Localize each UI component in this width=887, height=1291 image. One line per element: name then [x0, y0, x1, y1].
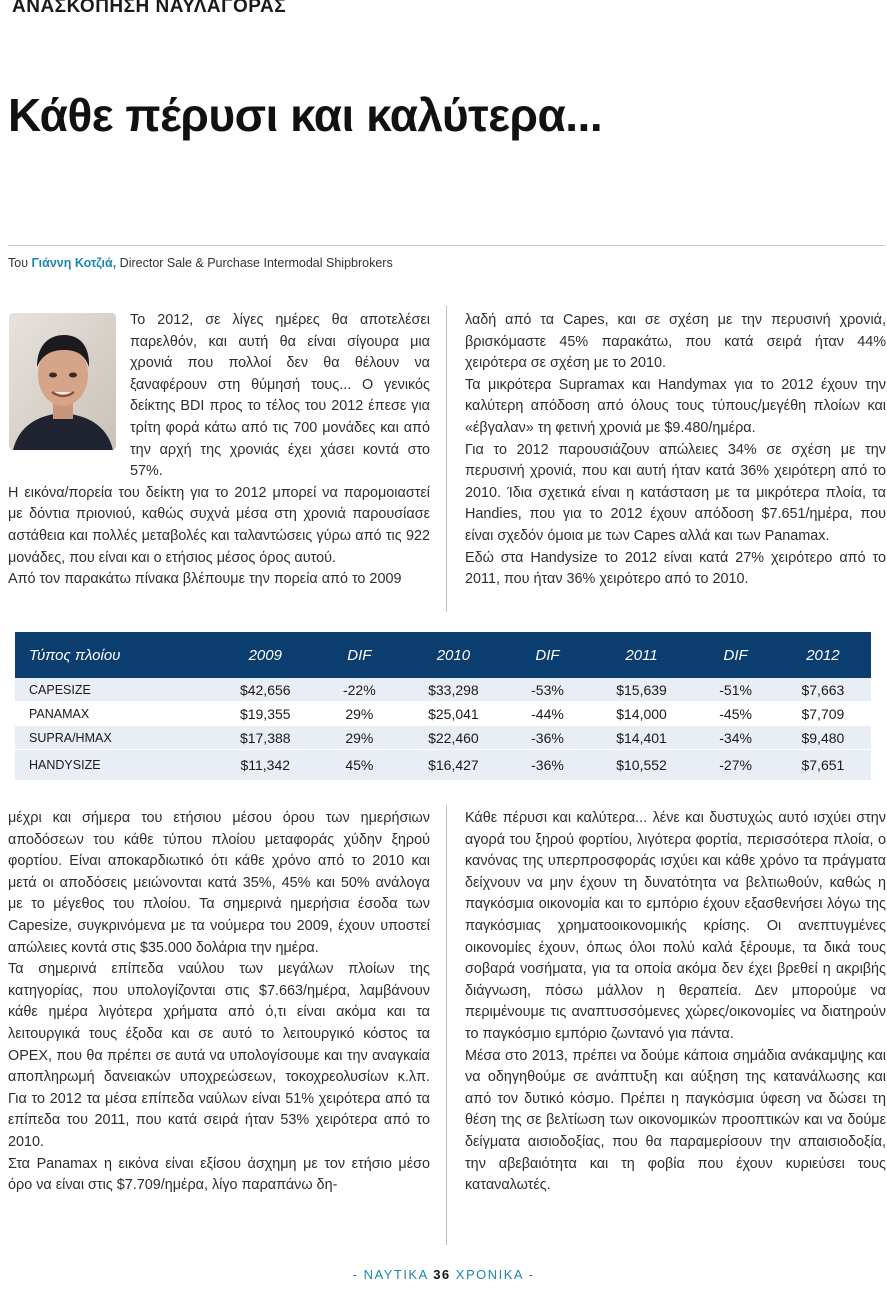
table-cell: $7,651: [775, 750, 871, 781]
table-cell: -53%: [508, 678, 586, 702]
table-cell: $17,388: [210, 726, 320, 750]
paragraph: μέχρι και σήμερα του ετήσιου μέσου όρου των ημερήσιων αποδόσεων του κάθε τύπου πλοίου μεταφοράς χύδην ξηρού φορτίου. Είναι αποκαρδιωτικό ότι κάθε χρόνο από το 2010 και μετά οι αποδόσεις μειώνονται κατά 35%, 45% και 50% ανάλογα με το μέγεθος του πλοίου. Τα σημερινά ημερήσια έσοδα των Capesize, συγκρινόμενα με τα νούμερα του 2009, έχουν υποστεί απώλειες κοντά στις $35.000 δολάρια την ημέρα.: [8, 810, 430, 956]
footer-magazine-right: ΧΡΟΝΙΚΑ -: [455, 1267, 535, 1282]
table-row: [15, 726, 871, 750]
table-cell: -45%: [696, 702, 774, 726]
table-header-cell: 2011: [587, 632, 697, 678]
article-column-bottom-left: [8, 808, 430, 1197]
table-cell: $16,427: [399, 750, 509, 781]
table-cell: $9,480: [775, 726, 871, 750]
table-cell: $10,552: [587, 750, 697, 781]
article-column-top-left: [8, 310, 430, 591]
table-cell: $15,639: [587, 678, 697, 702]
paragraph: Εδώ στα Handysize το 2012 είναι κατά 27% χειρότερο από το 2011, που ήταν 36% χειρότερο από το 2010.: [465, 549, 886, 588]
paragraph: Τα μικρότερα Supramax και Handymax για το 2012 έχουν την καλύτερη απόδοση από όλους τους τύπους/μεγέθη πλοίων και «έβγαλαν» τη φετινή χρονιά με $9.480/ημέρα.: [465, 376, 886, 436]
byline: [8, 256, 393, 270]
paragraph: Η εικόνα/πορεία του δείκτη για το 2012 μπορεί να παρομοιαστεί με δόντια πριονιού, καθώς συχνά μέσα στη χρονιά παρουσίασε αστάθεια και πολλές μεταβολές και ταλαντώσεις γύρω από τις 922 μονάδες, που είναι και ο ετήσιος μέσος όρος αυτού.: [8, 484, 430, 566]
table-cell: $42,656: [210, 678, 320, 702]
table-header-cell: 2009: [210, 632, 320, 678]
table-cell: $19,355: [210, 702, 320, 726]
table-cell: -51%: [696, 678, 774, 702]
paragraph: λαδή από τα Capes, και σε σχέση με την περυσινή χρονιά, βρισκόμαστε 45% παρακάτω, που κατά σειρά ήταν 44% χειρότερα σε σχέση με το 2010.: [465, 312, 886, 372]
column-divider: [446, 805, 447, 1245]
table-cell: -22%: [320, 678, 398, 702]
table-cell: $33,298: [399, 678, 509, 702]
table-header-cell: 2010: [399, 632, 509, 678]
page-number: 36: [433, 1267, 451, 1282]
footer-magazine-left: - ΝΑΥΤΙΚΑ: [352, 1267, 429, 1282]
table-header-cell: DIF: [320, 632, 398, 678]
paragraph: Το 2012, σε λίγες ημέρες θα αποτελέσει παρελθόν, και αυτή θα είναι σίγουρα μια χρονιά που πολλοί δεν θα θέλουν να ξαναφέρουν στη θύμησή τους... Ο γενικός δείκτης BDI προς το τέλος του 2012 έπεσε για τρίτη φορά κάτω από τις 700 μονάδες και από την αρχή της χρονιάς έχει χάσει κοντά στο 57%.: [130, 312, 430, 480]
table-cell: SUPRA/HMAX: [15, 726, 210, 750]
author-name: Γιάννη Κοτζιά,: [31, 256, 117, 270]
table-cell: $25,041: [399, 702, 509, 726]
table-cell: $11,342: [210, 750, 320, 781]
table-cell: HANDYSIZE: [15, 750, 210, 781]
headline: Κάθε πέρυσι και καλύτερα...: [8, 89, 603, 141]
author-role: Director Sale & Purchase Intermodal Shipbrokers: [119, 256, 393, 270]
table-header-cell: DIF: [696, 632, 774, 678]
table-header-cell: DIF: [508, 632, 586, 678]
table-cell: -44%: [508, 702, 586, 726]
paragraph: Για το 2012 παρουσιάζουν απώλειες 34% σε σχέση με την περυσινή χρονιά, που και αυτή ήταν κατά 36% χειρότερη από το 2010. Ίδια σχετικά είναι η κατάσταση με τα μικρότερα πλοία, τα Handies, που για το 2012 έχουν απόδοση $7.651/ημέρα, που είναι σχεδόν όμοια με των Capes αλλά και των Panamax.: [465, 441, 886, 544]
table-row: [15, 678, 871, 702]
byline-prefix: Του: [8, 256, 29, 270]
table-cell: -27%: [696, 750, 774, 781]
table-cell: CAPESIZE: [15, 678, 210, 702]
column-divider: [446, 306, 447, 612]
table-header-cell: 2012: [775, 632, 871, 678]
table-cell: $7,709: [775, 702, 871, 726]
article-column-top-right: [465, 310, 886, 591]
paragraph: Από τον παρακάτω πίνακα βλέπουμε την πορεία από το 2009: [8, 571, 402, 588]
table-cell: -36%: [508, 750, 586, 781]
table-cell: $22,460: [399, 726, 509, 750]
table-row: [15, 702, 871, 726]
section-label: ΑΝΑΣΚΟΠΗΣΗ ΝΑΥΛΑΓΟΡΑΣ: [12, 0, 287, 17]
table-cell: $14,401: [587, 726, 697, 750]
table-row: [15, 750, 871, 781]
rates-table: [15, 632, 871, 781]
paragraph: Στα Panamax η εικόνα είναι εξίσου άσχημη με τον ετήσιο μέσο όρο να είναι στις $7.709/ημέρα, λίγο παραπάνω δη-: [8, 1155, 430, 1194]
page-footer: [0, 1267, 887, 1282]
table-cell: $7,663: [775, 678, 871, 702]
table-cell: $14,000: [587, 702, 697, 726]
paragraph: Μέσα στο 2013, πρέπει να δούμε κάποια σημάδια ανάκαμψης και να οδηγηθούμε σε ανάπτυξη και αύξηση της κατανάλωσης και από τον δυτικό κόσμο. Πρέπει η παγκόσμια ύφεση να δώσει τη θέση της σε βελτίωση των οικονομικών προοπτικών και να δούμε δείγματα αισιοδοξίας, που θα παραμερίσουν την απαισιοδοξία, την αβεβαιότητα και τη φοβία που έχουν κυριεύσει τους καταναλωτές.: [465, 1047, 886, 1194]
table-cell: 29%: [320, 702, 398, 726]
divider: [8, 245, 885, 246]
paragraph: Κάθε πέρυσι και καλύτερα... λένε και δυστυχώς αυτό ισχύει στην αγορά του ξηρού φορτίου, λιγότερα φορτία, περισσότερα πλοία, ο κανόνας της υπερπροσφοράς ισχύει και κάθε χρόνο τα πράγματα δείχνουν να μην έχουν τη δυνατότητα να βελτιωθούν, καθώς η παγκόσμια οικονομία και το εμπόριο έχουν εξασθενήσει λόγω της παγκόσμιας χρηματοοικονομικής κρίσης. Οι ανεπτυγμένες οικονομίες έχουν, όπως όλοι πολύ καλά ξέρουμε, τα δικά τους σοβαρά νοσήματα, για τα οποία ακόμα δεν έχει βρεθεί η ακριβής διάγνωση, πόσω μάλλον η θεραπεία. Δεν μπορούμε να περιμένουμε τις αναπτυσσόμενες χώρες/οικονομίες να διατηρούν το παγκόσμιο εμπόριο ζωντανό για πάντα.: [465, 810, 886, 1042]
table-cell: -34%: [696, 726, 774, 750]
table-cell: -36%: [508, 726, 586, 750]
table-header-cell: Τύπος πλοίου: [15, 632, 210, 678]
table-header-row: [15, 632, 871, 678]
table-cell: PANAMAX: [15, 702, 210, 726]
table-cell: 45%: [320, 750, 398, 781]
article-column-bottom-right: [465, 808, 886, 1197]
paragraph: Τα σημερινά επίπεδα ναύλου των μεγάλων πλοίων της κατηγορίας, που υπολογίζονται στις $7.663/ημέρα, λαμβάνουν κάθε ημέρα λιγότερα χρήματα από ό,τι είναι ακόμα και τα λειτουργικά τους έξοδα και σε αυτό το λειτουργικό κόστος τα OPEX, που θα πρέπει σε αυτά να υπολογίσουμε και την αναγκαία αποπληρωμή δανειακών υποχρεώσεων, τοκοχρεολυσίων κ.λπ. Για το 2012 τα μέσα επίπεδα ναύλων είναι 51% χειρότερα από τα επίπεδα του 2011, που κατά σειρά ήταν 53% χειρότερα από το 2010.: [8, 961, 430, 1150]
table-cell: 29%: [320, 726, 398, 750]
